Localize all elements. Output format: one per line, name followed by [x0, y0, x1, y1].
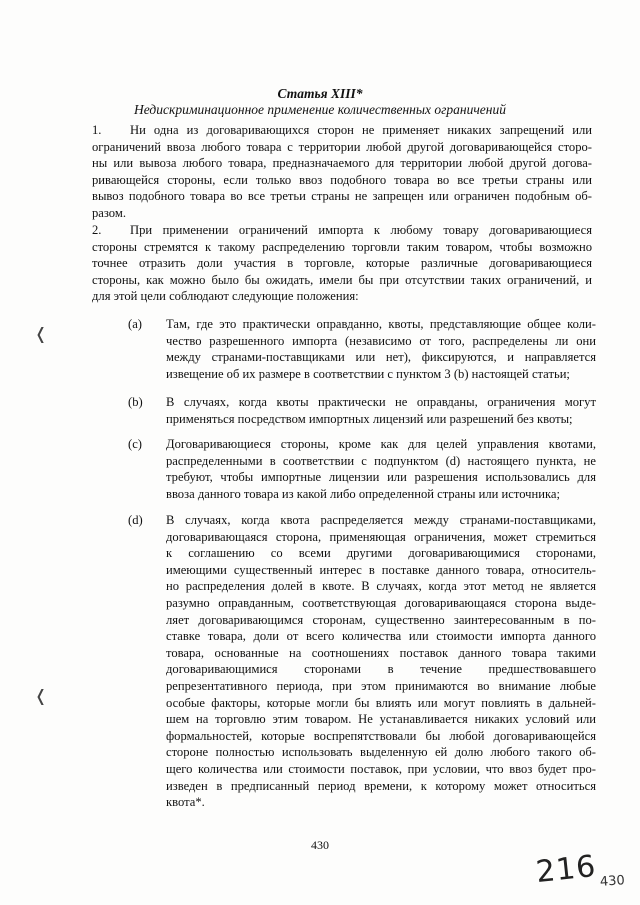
paragraph-line: ны или вывоза любого товара, предназначаемого для территории любой другой догова- [92, 156, 592, 171]
item-body [166, 436, 596, 502]
item-line: шем на торговлю этим товаром. Не устанавливается никаких условий или [166, 712, 596, 727]
item-label: (d) [128, 513, 143, 527]
item-label: (c) [128, 437, 142, 451]
item-line: ставке товара, доли от всего количества или стоимости импорта данного [166, 629, 596, 644]
item-line: применяться посредством импортных лицензий или разрешений без квоты; [166, 411, 573, 426]
paragraph-number: 2. [92, 223, 102, 237]
paragraph-2 [92, 222, 592, 305]
paragraph-line: ограничений ввоза любого товара с территории любой другой договаривающейся сторо- [92, 139, 592, 154]
article-subtitle: Недискриминационное применение количественных ограничений [134, 102, 506, 117]
item-line: квота*. [166, 795, 205, 810]
paragraph-number: 1. [92, 123, 102, 137]
item-line: стороне полностью использовать выделенную ей долю любого такого об- [166, 745, 596, 760]
item-line: к соглашению со всеми другими договаривающимися сторонами, [166, 546, 596, 561]
handwritten-small-number: 430 [599, 873, 626, 890]
item-label: (a) [128, 317, 142, 331]
item-line: договаривающимися сторонами в течение предшествовавшего [166, 662, 596, 677]
item-line: В случаях, когда квоты практически не оправданы, ограничения могут [166, 395, 596, 409]
paragraph-line: 1. Ни одна из договаривающихся сторон не применяет никаких запрещений или [92, 123, 592, 137]
item-line: распределенными в соответствии с подпунктом (d) настоящего пункта, не [166, 453, 596, 468]
item-line: В случаях, когда квота распределяется между странами-поставщиками, [166, 513, 596, 527]
item-line: извещение об их размере в соответствии с пунктом 3 (b) настоящей статьи; [166, 366, 570, 381]
paragraph-1 [92, 122, 592, 222]
item-body [166, 512, 596, 811]
item-label: (b) [128, 395, 143, 409]
paragraph-line: точнее отразить доли участия в торговле, которые различные договаривающиеся [92, 256, 592, 271]
item-line: Там, где это практически оправданно, квоты, представляющие общее коли- [166, 317, 596, 331]
item-line: договаривающаяся сторона, применяющая ограничения, может стремиться [166, 529, 596, 544]
paragraph-line: 2. При применении ограничений импорта к любому товару договаривающиеся [92, 223, 592, 237]
item-line: ввоза данного товара из какой либо определенной страны или источника; [166, 486, 561, 501]
article-title: Статья XIII* [277, 86, 363, 101]
paragraph-line: вывоз подобного товара во все третьи страны не запрещен или ограничен подобным об- [92, 189, 592, 204]
item-line: щего количества или стоимости поставок, при условии, что ввоз будет про- [166, 761, 596, 776]
paragraph-line: стороны, как можно было бы ожидать, имели бы при отсутствии таких ограничений, и [92, 272, 592, 287]
margin-bracket-mark: ❬ [34, 686, 48, 705]
paragraph-line: ривающейся стороны, если только ввоз подобного товара во все третьи страны или [92, 172, 592, 187]
item-line: требуют, чтобы импортные лицензии или разрешения использовались для [166, 470, 596, 485]
item-line: чество разрешенного импорта (независимо от того, распределены ли они [166, 333, 596, 348]
item-body [166, 316, 596, 382]
page-number: 430 [311, 838, 329, 852]
item-line: ляет договаривающимся сторонам, существенно заинтересованным в по- [166, 612, 596, 627]
margin-bracket-mark: ❬ [34, 324, 48, 343]
paragraph-line: разом. [92, 205, 126, 220]
item-line: особые факторы, которые могли бы влиять или могут повлиять в дальней- [166, 695, 596, 710]
handwritten-page-number: 216 [534, 848, 598, 891]
item-body [166, 394, 596, 427]
item-line: изведен в предписанный период времени, к которому может относиться [166, 778, 596, 793]
item-line: имеющими существенный интерес в поставке данного товара, относитель- [166, 562, 596, 577]
item-line: товара, основанные на соотношениях поставок данного товара такими [166, 645, 596, 660]
paragraph-line: стороны стремятся к такому распределению торговли таким товаром, чтобы возможно [92, 239, 592, 254]
item-line: формальностей, которые воспрепятствовали бы любой договаривающейся [166, 728, 596, 743]
item-line: но распределения долей в квоте. В случаях, когда этот метод не является [166, 579, 596, 594]
paragraph-line: для этой цели соблюдают следующие положения: [92, 289, 359, 304]
item-line: разумно оправданным, соответствующая договаривающаяся сторона выде- [166, 595, 596, 610]
item-line: репрезентативного периода, при этом принимаются во внимание любые [166, 678, 596, 693]
item-line: Договаривающиеся стороны, кроме как для целей управления квотами, [166, 437, 596, 451]
item-line: между странами-поставщиками или нет), фиксируются, и направляется [166, 350, 596, 365]
